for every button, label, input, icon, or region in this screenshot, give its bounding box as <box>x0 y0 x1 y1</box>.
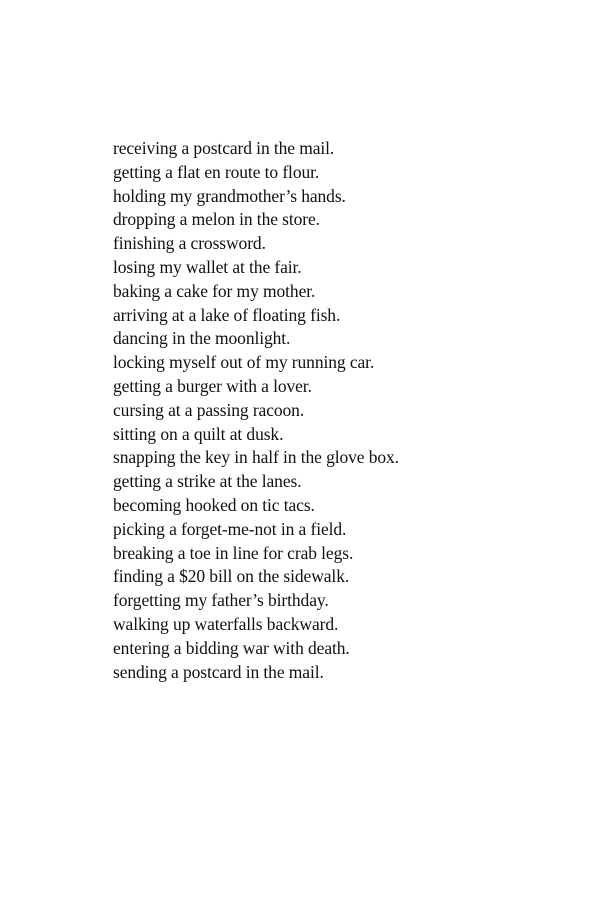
poem-line: walking up waterfalls backward. <box>113 613 339 634</box>
poem-line: dancing in the moonlight. <box>113 328 291 349</box>
poem-line: sitting on a quilt at dusk. <box>113 423 284 444</box>
poem-line: entering a bidding war with death. <box>113 637 350 658</box>
poem-line: holding my grandmother’s hands. <box>113 185 346 206</box>
poem-line: finishing a crossword. <box>113 233 266 254</box>
poem-line: baking a cake for my mother. <box>113 280 316 301</box>
poem-line: getting a strike at the lanes. <box>113 471 302 492</box>
poem-line: getting a flat en route to flour. <box>113 161 320 182</box>
poem-line: sending a postcard in the mail. <box>113 661 324 682</box>
poem-line: receiving a postcard in the mail. <box>113 138 335 158</box>
poem-line: picking a forget-me-not in a field. <box>113 518 347 539</box>
poem-line: cursing at a passing racoon. <box>113 399 305 420</box>
poem-line: losing my wallet at the fair. <box>113 256 302 277</box>
poem-line: finding a $20 bill on the sidewalk. <box>113 566 350 587</box>
poem-line: getting a burger with a lover. <box>113 375 312 396</box>
poem-line: arriving at a lake of floating fish. <box>113 304 341 325</box>
poem-line: forgetting my father’s birthday. <box>113 590 329 611</box>
poem-line: becoming hooked on tic tacs. <box>113 494 315 515</box>
poem-line: breaking a toe in line for crab legs. <box>113 542 354 563</box>
poem-text <box>113 137 573 684</box>
poem-line: dropping a melon in the store. <box>113 209 320 230</box>
poem-line: locking myself out of my running car. <box>113 352 375 373</box>
poem-line: snapping the key in half in the glove box. <box>113 447 399 468</box>
